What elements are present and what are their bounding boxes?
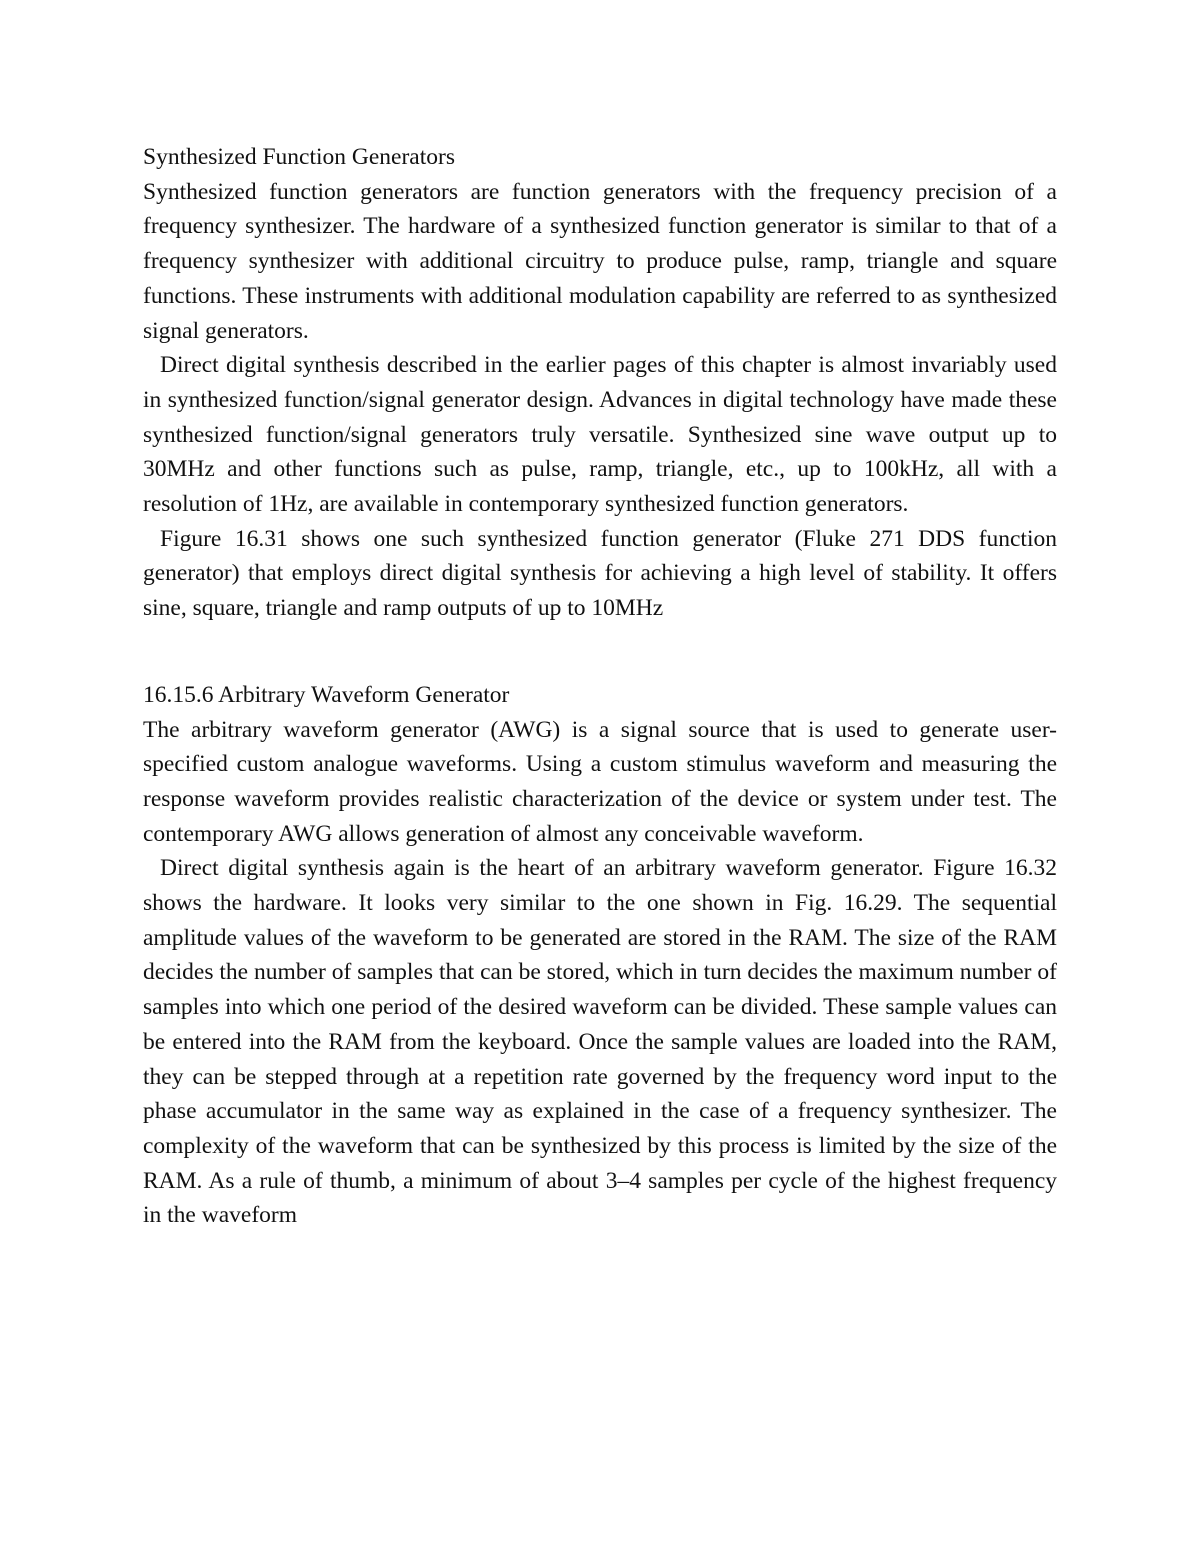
paragraph-sfg-intro: Synthesized function generators are function generators with the frequency precision of a frequency synthesizer. The hardware of a synthesized function generator is similar to that of a frequency synthesizer with additional circuitry to produce pulse, ramp, triangle and square functions. These instruments with additional modulation capability are referred to as synthesized signal generators. [143,178,1057,344]
section-heading-arbitrary-waveform-generator: 16.15.6 Arbitrary Waveform Generator [143,681,510,708]
section-heading-synthesized-function-generators: Synthesized Function Generators [143,144,455,170]
paragraph-fluke-example: Figure 16.31 shows one such synthesized function generator (Fluke 271 DDS function generator) that employs direct digital synthesis for achieving a high level of stability. It offers sine, square, triangle and ramp outputs of up to 10MHz [143,525,1057,622]
paragraph-awg-intro: The arbitrary waveform generator (AWG) is a signal source that is used to generate user-specified custom analogue waveforms. Using a custom stimulus waveform and measuring the response waveform provides realistic characterization of the device or system under test. The contemporary AWG allows generation of almost any conceivable waveform. [143,716,1057,847]
document-page [143,140,1057,1233]
paragraph-awg-hardware: Direct digital synthesis again is the heart of an arbitrary waveform generator. Figure 16.32 shows the hardware. It looks very similar to the one shown in Fig. 16.29. The sequential amplitude values of the waveform to be generated are stored in the RAM. The size of the RAM decides the number of samples that can be stored, which in turn decides the maximum number of samples into which one period of the desired waveform can be divided. These sample values can be entered into the RAM from the keyboard. Once the sample values are loaded into the RAM, they can be stepped through at a repetition rate governed by the frequency word input to the phase accumulator in the same way as explained in the case of a frequency synthesizer. The complexity of the waveform that can be synthesized by this process is limited by the size of the RAM. As a rule of thumb, a minimum of about 3–4 samples per cycle of the highest frequency in the waveform [143,855,1057,1229]
section-spacer [143,626,1057,678]
paragraph-dds-usage: Direct digital synthesis described in the earlier pages of this chapter is almost invariably used in synthesized function/signal generator design. Advances in digital technology have made these synthesized function/signal generators truly versatile. Synthesized sine wave output up to 30MHz and other functions such as pulse, ramp, triangle, etc., up to 100kHz, all with a resolution of 1Hz, are available in contemporary synthesized function generators. [143,352,1057,518]
